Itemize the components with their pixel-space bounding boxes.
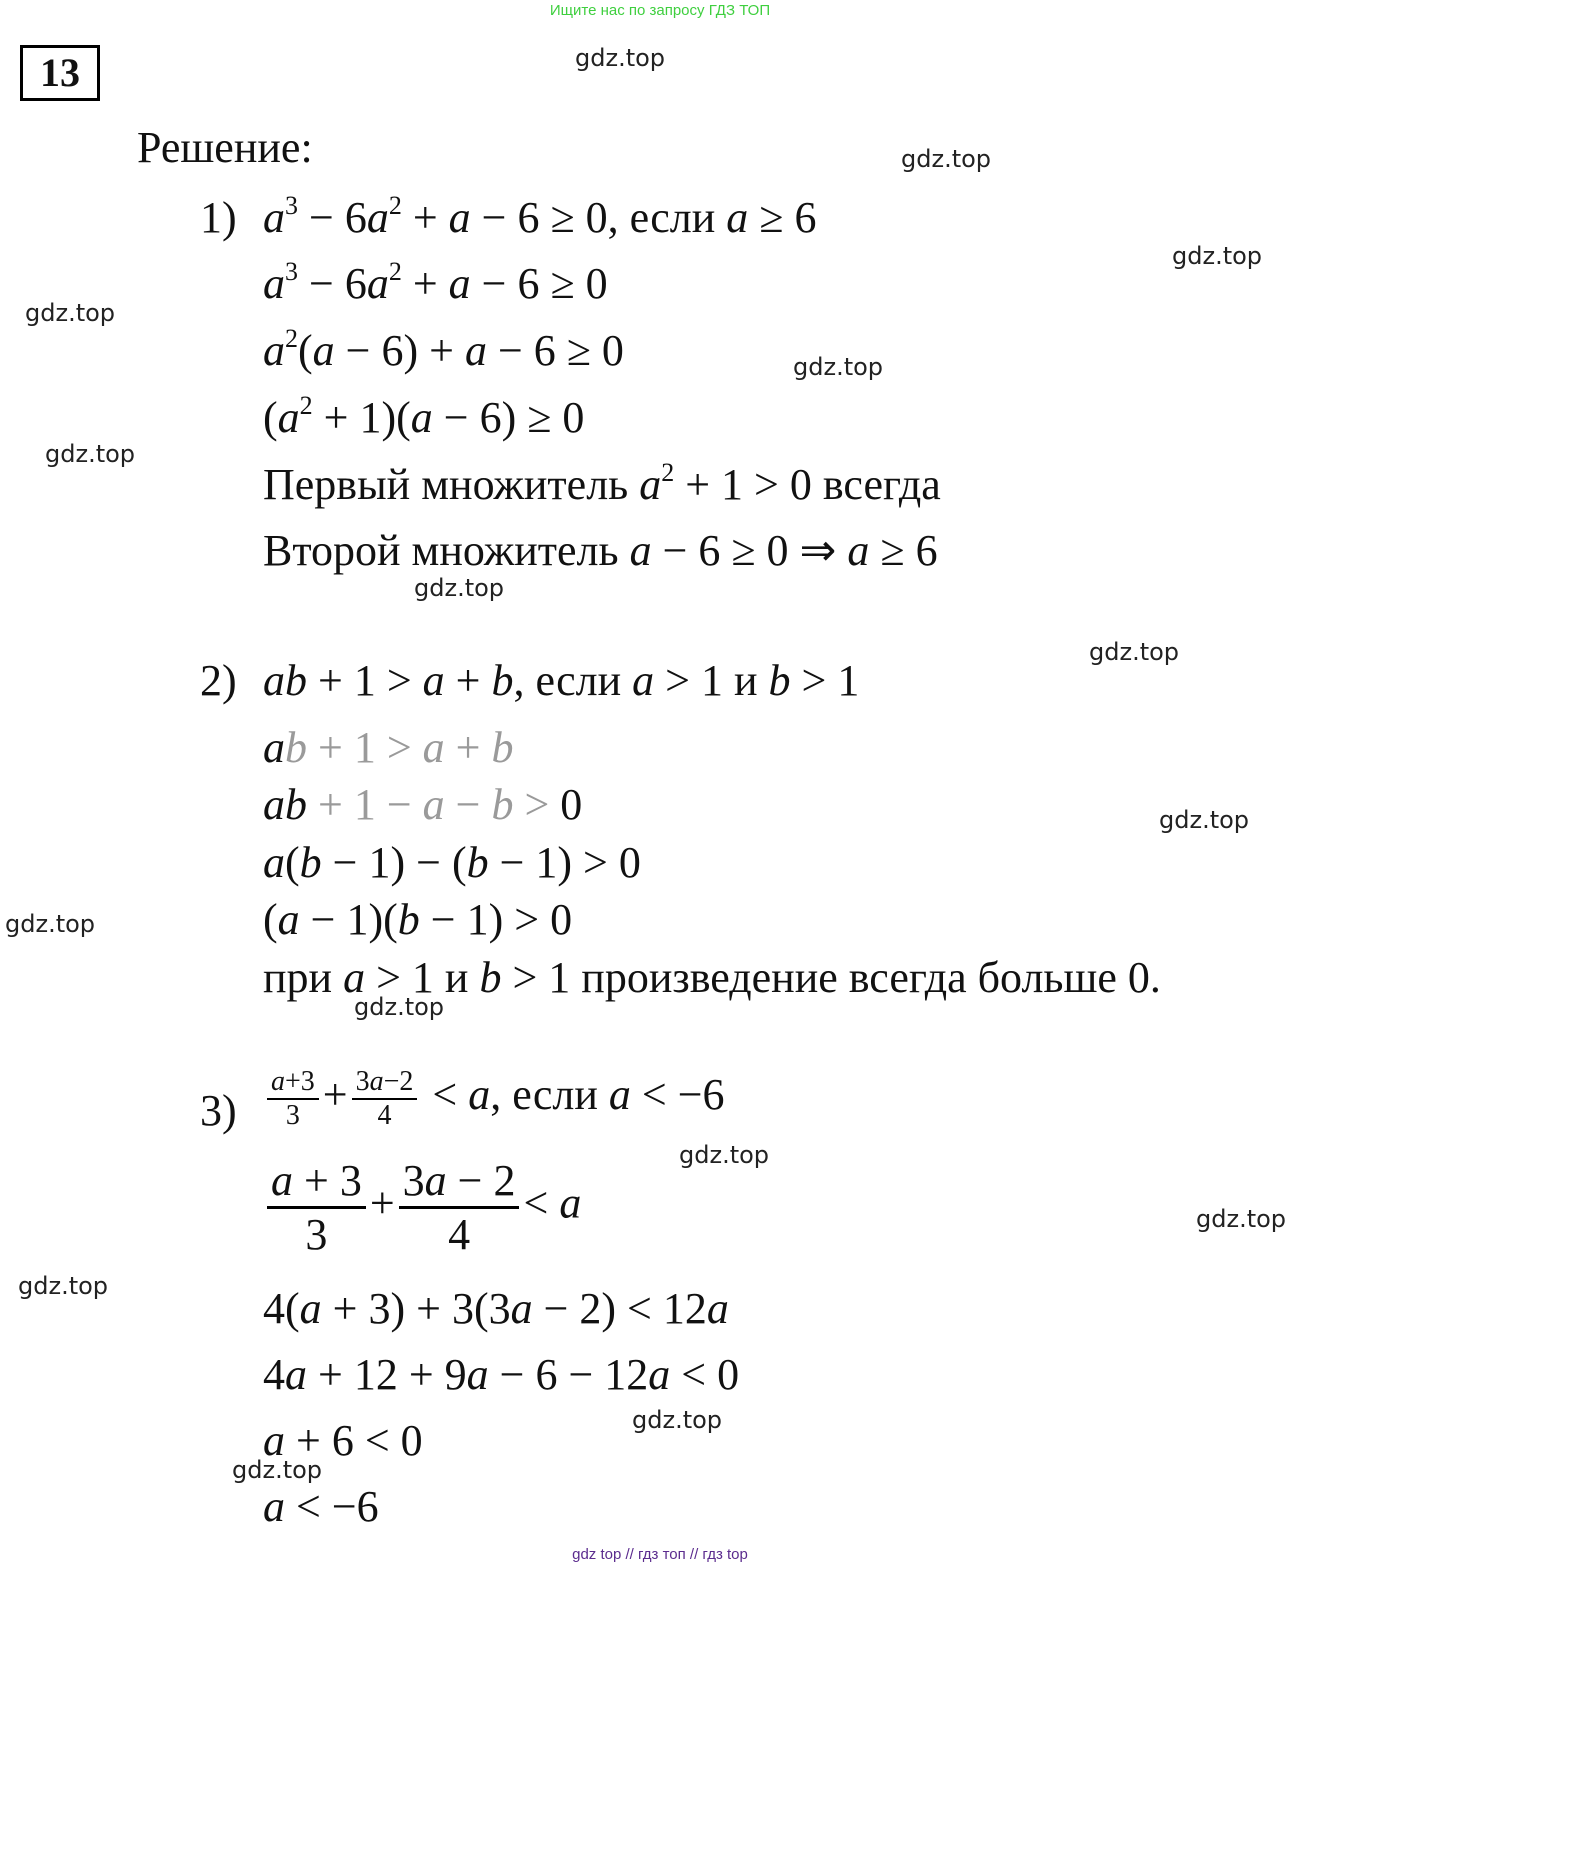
part3-line3: 4(a + 3) + 3(3a − 2) < 12a xyxy=(263,1284,729,1333)
watermark: gdz.top xyxy=(25,299,116,327)
fraction: $\frac{3a-2}{4}$ xyxy=(352,1066,418,1132)
part2-label: 2) xyxy=(200,656,237,705)
watermark: gdz.top xyxy=(1089,638,1180,666)
watermark: gdz.top xyxy=(232,1456,323,1484)
part1-line5: Первый множитель $a^2 + 1 > 0$ всегда xyxy=(263,458,941,509)
watermark: gdz.top xyxy=(1159,806,1250,834)
top-banner: Ищите нас по запросу ГДЗ ТОП xyxy=(549,2,771,19)
part1-line6: Второй множитель a − 6 ≥ 0 ⇒ a ≥ 6 xyxy=(263,526,938,575)
part3-line1: $\frac{a+3}{3}$ + $\frac{3a-2}{4}$ < a, если a < −6 xyxy=(263,1066,725,1132)
watermark: gdz.top xyxy=(45,440,136,468)
part3-line2: $\frac{a + 3}{3}$ + $\frac{3a - 2}{4}$ < a xyxy=(263,1155,581,1260)
part1-line2: $a^3 - 6a^2 + a - 6 \ge 0$ xyxy=(263,257,608,308)
fraction: $\frac{3a - 2}{4}$ xyxy=(399,1155,520,1260)
part2-condition-word: если xyxy=(535,656,622,705)
solution-heading: Решение: xyxy=(137,123,313,172)
part2-conclusion-end: произведение всегда больше 0. xyxy=(581,953,1161,1002)
part2-line1: ab + 1 > a + b, если a > 1 и b > 1 xyxy=(263,656,860,705)
part2-conclusion-start: при xyxy=(263,953,333,1002)
part1-always-text: всегда xyxy=(822,460,941,509)
part1-line3: $a^2(a - 6) + a - 6 \ge 0$ xyxy=(263,324,624,375)
part1-condition-word: если xyxy=(629,193,716,242)
part1-second-factor-text: Второй множитель xyxy=(263,526,619,575)
part1-label: 1) xyxy=(200,193,237,242)
watermark: gdz.top xyxy=(632,1406,723,1434)
part2-line5: (a − 1)(b − 1) > 0 xyxy=(263,895,573,944)
part3-line4: 4a + 12 + 9a − 6 − 12a < 0 xyxy=(263,1350,740,1399)
watermark: gdz.top xyxy=(1196,1205,1287,1233)
part2-line2: ab + 1 > a + b xyxy=(263,723,514,772)
watermark: gdz.top xyxy=(354,993,445,1021)
part2-line3: ab + 1 − a − b > 0 xyxy=(263,780,583,829)
fraction: $\frac{a + 3}{3}$ xyxy=(267,1155,366,1260)
watermark: gdz.top xyxy=(414,574,505,602)
watermark: gdz.top xyxy=(1172,242,1263,270)
part1-first-factor-text: Первый множитель xyxy=(263,460,629,509)
part2-and-word-2: и xyxy=(444,953,469,1002)
part3-label: 3) xyxy=(200,1086,237,1135)
part1-line1: $a^3 - 6a^2 + a - 6 \ge 0$, если a ≥ 6 xyxy=(263,191,817,242)
footer-links: gdz top // гдз топ // гдз top xyxy=(572,1546,748,1563)
watermark: gdz.top xyxy=(18,1272,109,1300)
part3-line6: a < −6 xyxy=(263,1482,379,1531)
part2-line6: при a > 1 и b > 1 произведение всегда больше 0. xyxy=(263,953,1161,1002)
watermark: gdz.top xyxy=(575,44,666,72)
watermark: gdz.top xyxy=(5,910,96,938)
task-number: 13 xyxy=(20,45,100,101)
watermark: gdz.top xyxy=(679,1141,770,1169)
part1-line4: $(a^2 + 1)(a - 6) \ge 0$ xyxy=(263,391,585,442)
watermark: gdz.top xyxy=(901,145,992,173)
fraction: $\frac{a+3}{3}$ xyxy=(267,1066,319,1132)
part2-and-word: и xyxy=(733,656,758,705)
part2-line4: a(b − 1) − (b − 1) > 0 xyxy=(263,838,641,887)
part3-condition-word: если xyxy=(512,1070,598,1120)
watermark: gdz.top xyxy=(793,353,884,381)
part3-line5: a + 6 < 0 xyxy=(263,1416,423,1465)
